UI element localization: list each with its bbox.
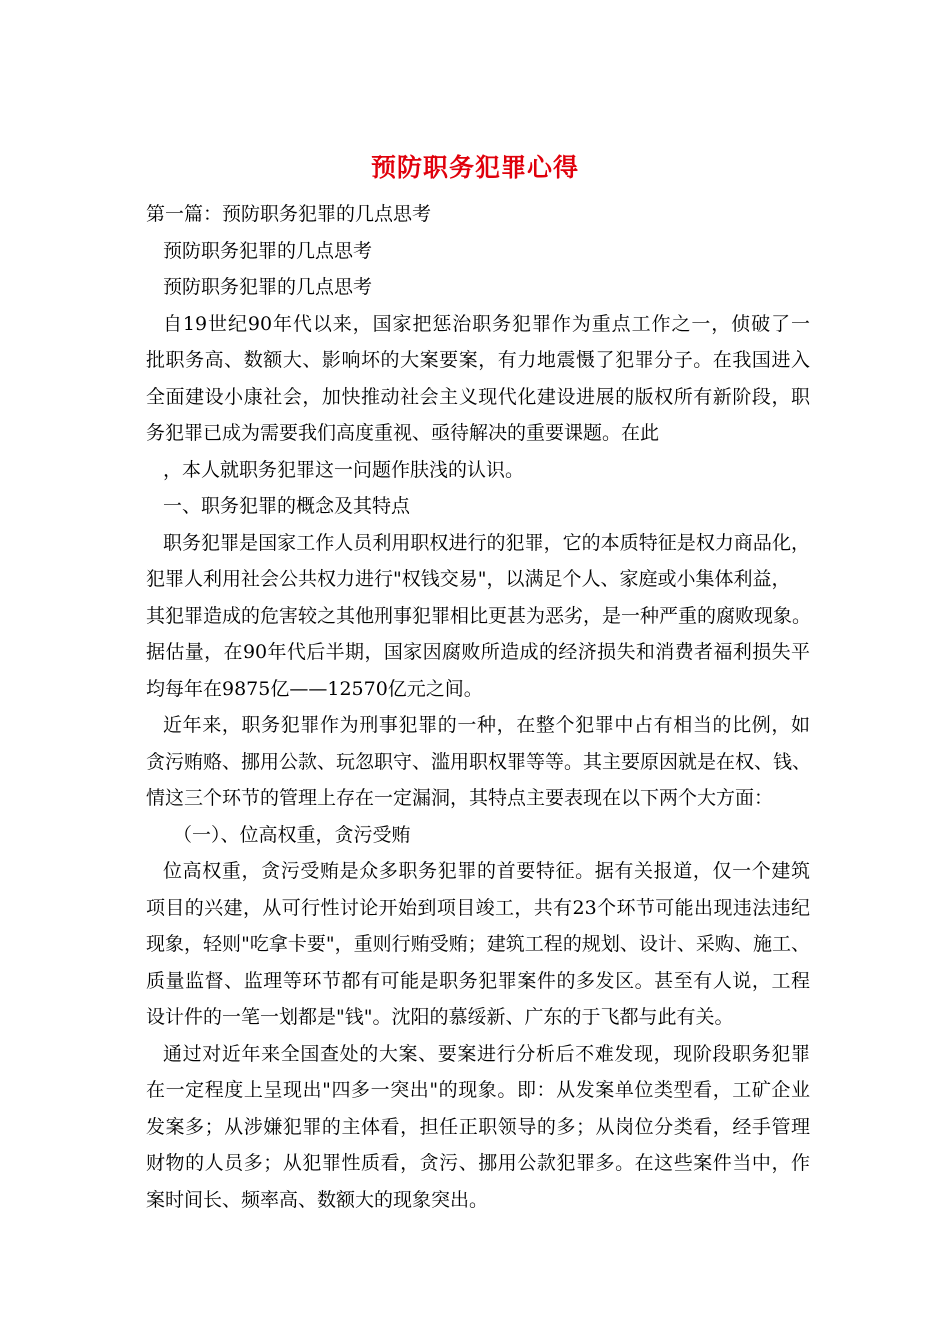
paragraph-line: 批职务高、数额大、影响坏的大案要案，有力地震慑了犯罪分子。在我国进入	[146, 349, 810, 371]
paragraph-line: 全面建设小康社会，加快推动社会主义现代化建设进展的版权所有新阶段，职	[146, 385, 810, 408]
paragraph-line: 自19世纪90年代以来，国家把惩治职务犯罪作为重点工作之一，侦破了一	[163, 312, 810, 335]
paragraph-line: 职务犯罪是国家工作人员利用职权进行的犯罪，它的本质特征是权力商品化，	[163, 531, 810, 554]
section-heading: 一、职务犯罪的概念及其特点	[163, 495, 411, 517]
paragraph-line: 情这三个环节的管理上存在一定漏洞，其特点主要表现在以下两个大方面：	[146, 787, 774, 809]
paragraph-line: ，本人就职务犯罪这一问题作肤浅的认识。	[163, 458, 525, 481]
paragraph-line: 贪污贿赂、挪用公款、玩忽职守、滥用职权罪等等。其主要原因就是在权、钱、	[146, 750, 812, 773]
paragraph-line: 在一定程度上呈现出"四多一突出"的现象。即：从发案单位类型看，工矿企业	[146, 1079, 810, 1101]
paragraph-line: 发案多；从涉嫌犯罪的主体看，担任正职领导的多；从岗位分类看，经手管理	[146, 1115, 810, 1138]
paragraph-line: 务犯罪已成为需要我们高度重视、亟待解决的重要课题。在此	[146, 422, 660, 444]
paragraph-line: 位高权重，贪污受贿是众多职务犯罪的首要特征。据有关报道，仅一个建筑	[163, 860, 810, 882]
paragraph-line: 其犯罪造成的危害较之其他刑事犯罪相比更甚为恶劣，是一种严重的腐败现象。	[146, 604, 812, 627]
document-title: 预防职务犯罪心得	[370, 153, 579, 182]
paragraph-line: 均每年在9875亿——12570亿元之间。	[146, 677, 483, 700]
paragraph-line: 设计件的一笔一划都是"钱"。沈阳的慕绥新、广东的于飞都与此有关。	[146, 1006, 734, 1028]
paragraph-line: 质量监督、监理等环节都有可能是职务犯罪案件的多发区。甚至有人说，工程	[146, 969, 810, 992]
paragraph-line: 财物的人员多；从犯罪性质看，贪污、挪用公款犯罪多。在这些案件当中，作	[146, 1152, 810, 1174]
paragraph-line: 近年来，职务犯罪作为刑事犯罪的一种，在整个犯罪中占有相当的比例，如	[163, 714, 810, 736]
document-body	[146, 196, 810, 1218]
paragraph-line: 通过对近年来全国查处的大案、要案进行分析后不难发现，现阶段职务犯罪	[163, 1042, 810, 1065]
subsection-heading: （一）、位高权重，贪污受贿	[173, 823, 411, 846]
subtitle-line: 预防职务犯罪的几点思考	[163, 276, 373, 298]
paragraph-line: 项目的兴建，从可行性讨论开始到项目竣工，共有23个环节可能出现违法违纪	[146, 896, 810, 919]
paragraph-line: 据估量，在90年代后半期，国家因腐败所造成的经济损失和消费者福利损失平	[146, 641, 810, 663]
section-heading: 第一篇：预防职务犯罪的几点思考	[146, 203, 432, 225]
paragraph-line: 现象，轻则"吃拿卡要"，重则行贿受贿；建筑工程的规划、设计、采购、施工、	[146, 933, 810, 955]
paragraph-line: 案时间长、频率高、数额大的现象突出。	[146, 1188, 489, 1211]
paragraph-line: 犯罪人利用社会公共权力进行"权钱交易"，以满足个人、家庭或小集体利益，	[146, 568, 791, 590]
subtitle-line: 预防职务犯罪的几点思考	[163, 239, 373, 262]
